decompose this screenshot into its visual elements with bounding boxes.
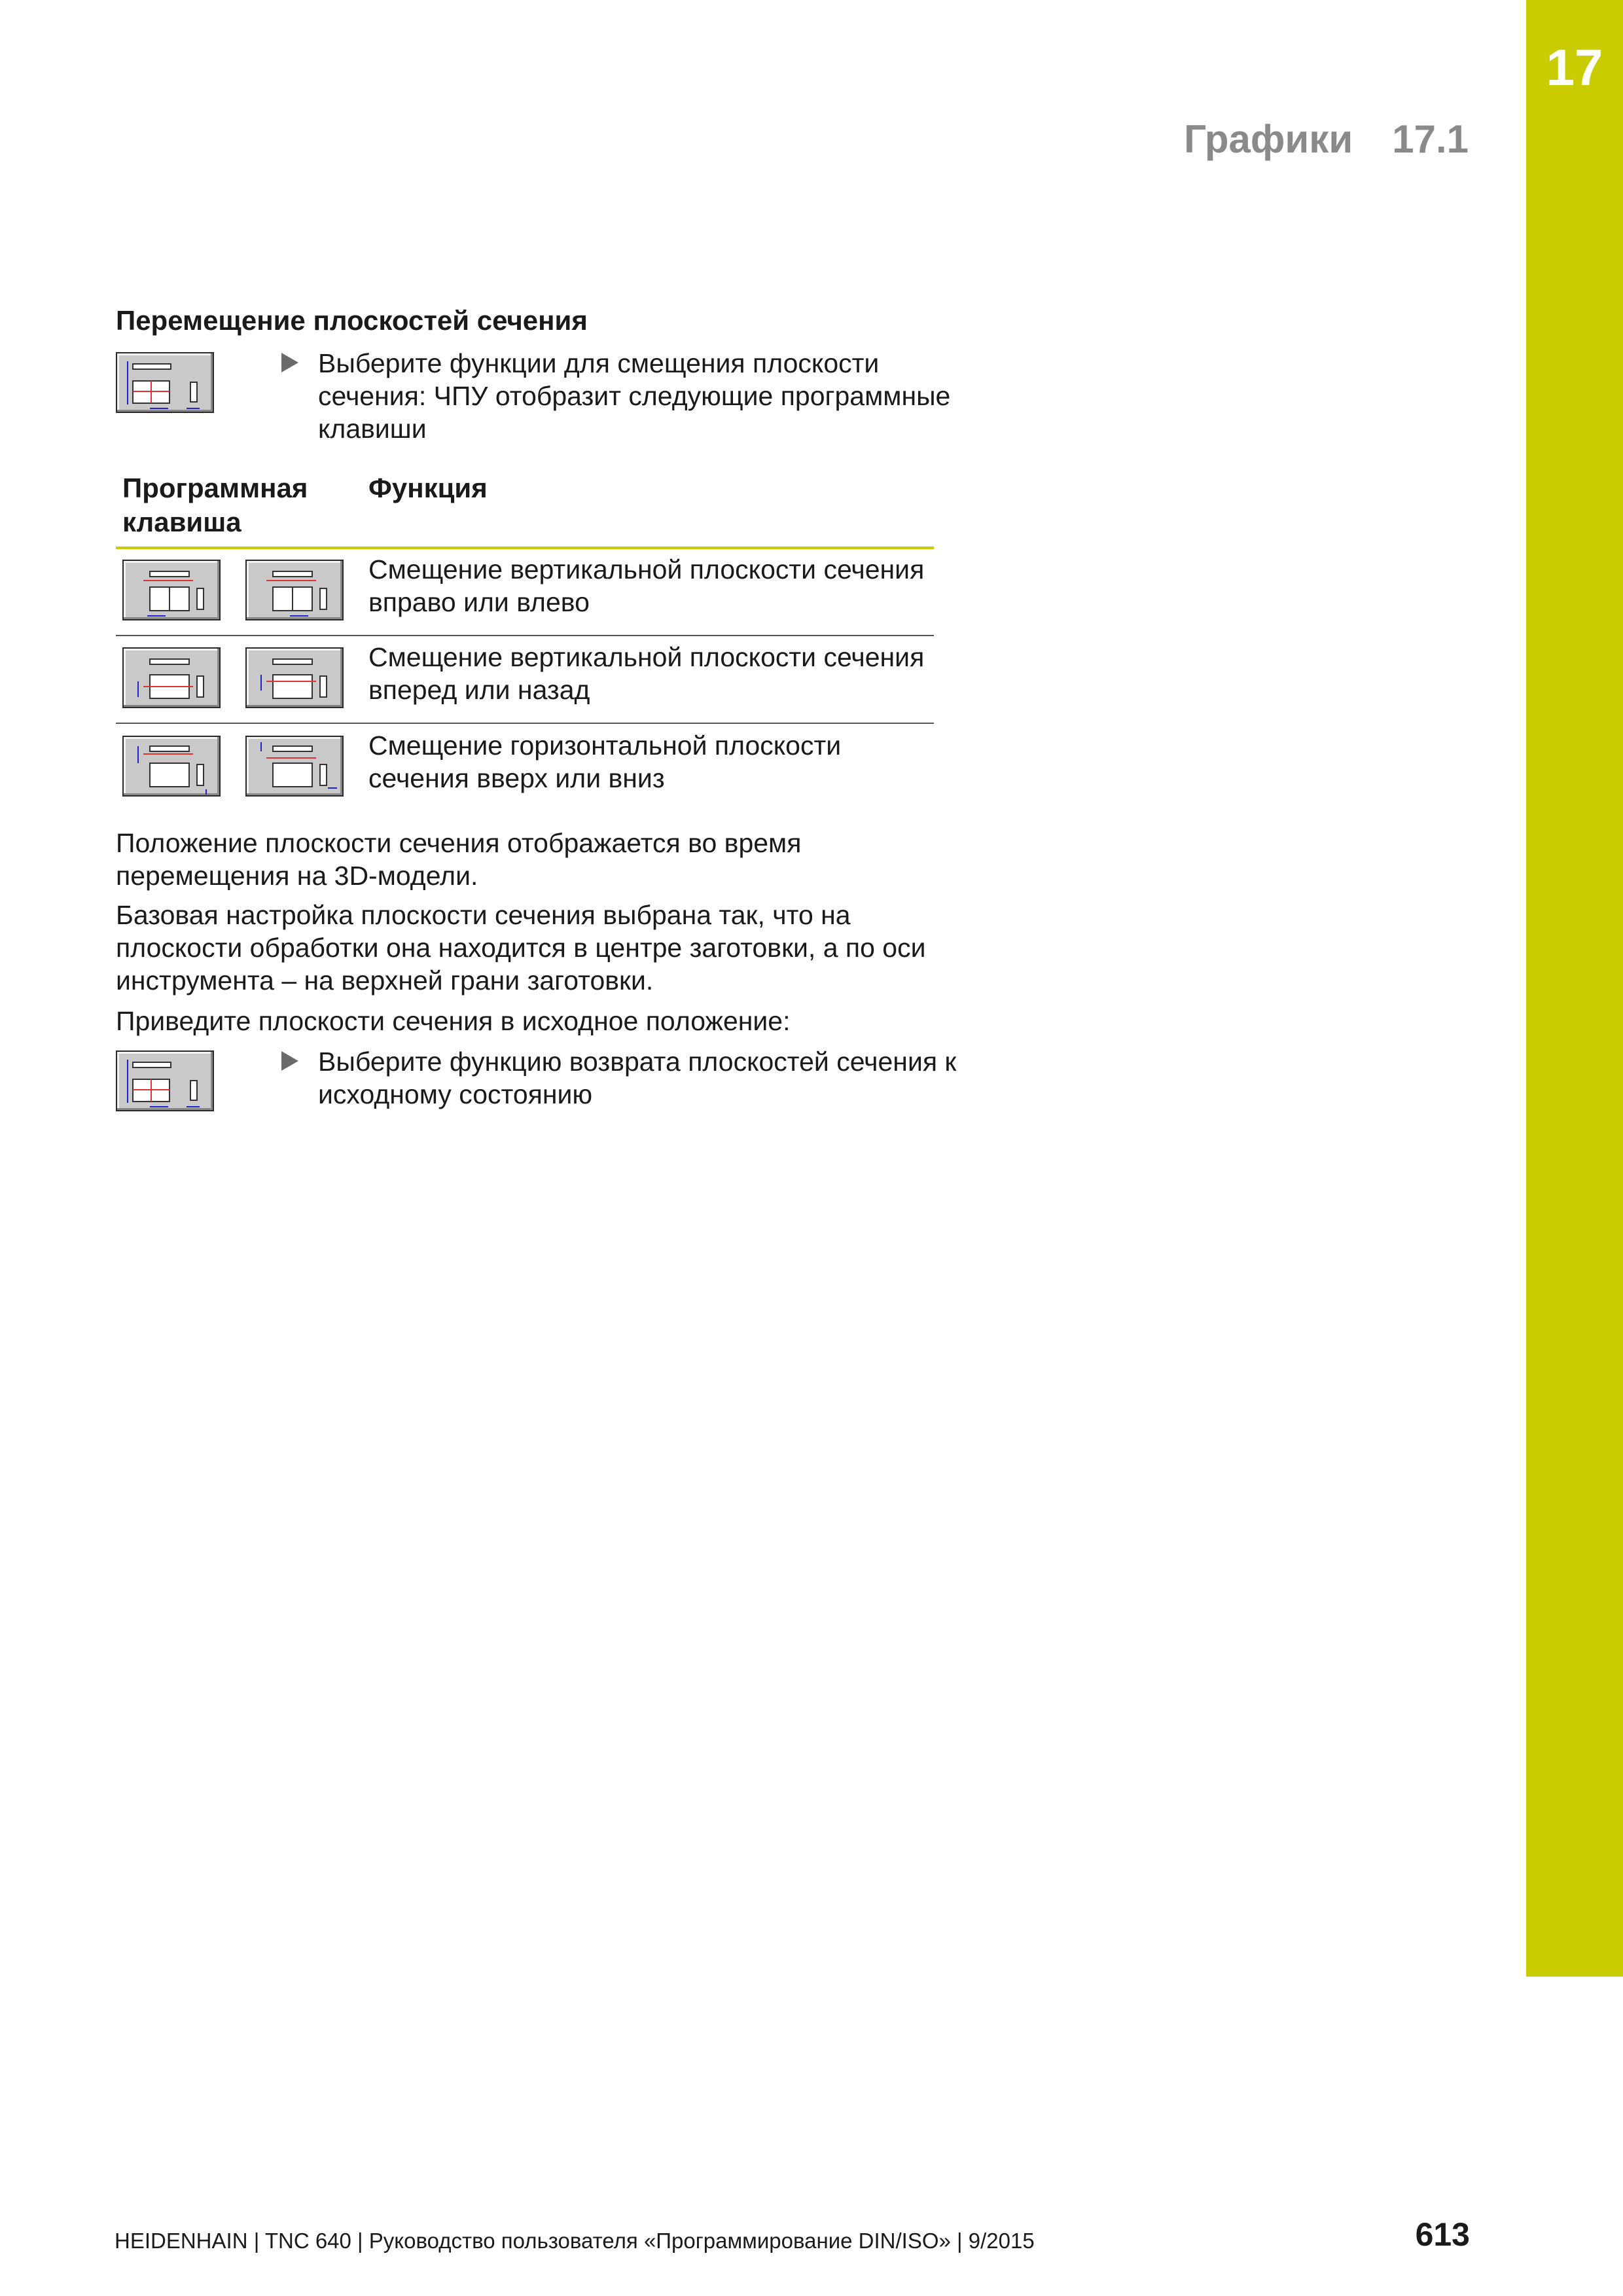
shift-left-softkey-icon[interactable]	[122, 560, 221, 620]
table-row-divider	[116, 723, 934, 724]
table-header-softkey: Программная клавиша	[122, 473, 308, 537]
chapter-title: Графики	[1184, 117, 1353, 161]
table-cell-function: Смещение горизонтальной плоскости сечения вверх или вниз	[368, 730, 842, 793]
running-header	[1184, 117, 1469, 162]
shift-right-softkey-icon[interactable]	[245, 560, 344, 620]
instruction-step	[281, 347, 959, 445]
step-arrow-icon	[281, 353, 298, 372]
table-row-divider	[116, 635, 934, 636]
table-header-function: Функция	[368, 473, 488, 503]
table-cell-function: Смещение вертикальной плоскости сечения вперед или назад	[368, 642, 925, 705]
body-paragraph: Приведите плоскости сечения в исходное положение:	[116, 1006, 791, 1036]
cut-planes-menu-softkey-icon[interactable]	[116, 352, 214, 413]
body-paragraph: Базовая настройка плоскости сечения выбрана так, что на плоскости обработки она находится в центре заготовки, а по оси инструмента – на верхней грани заготовки.	[116, 900, 926, 996]
step-text: Выберите функции для смещения плоскости сечения: ЧПУ отобразит следующие программные клавиши	[318, 348, 951, 444]
shift-forward-softkey-icon[interactable]	[122, 647, 221, 708]
table-cell-function: Смещение вертикальной плоскости сечения вправо или влево	[368, 554, 925, 617]
chapter-side-tab	[1526, 0, 1623, 1977]
chapter-number: 17	[1546, 39, 1603, 96]
table-header-rule	[116, 547, 934, 549]
section-number: 17.1	[1392, 117, 1469, 161]
step-arrow-icon	[281, 1051, 298, 1071]
page-footer: HEIDENHAIN | TNC 640 | Руководство пользователя «Программирование DIN/ISO» | 9/2015	[115, 2229, 1035, 2253]
page-number: 613	[1415, 2216, 1470, 2253]
shift-down-softkey-icon[interactable]	[245, 736, 344, 797]
instruction-step	[281, 1045, 959, 1111]
shift-up-softkey-icon[interactable]	[122, 736, 221, 797]
section-heading: Перемещение плоскостей сечения	[116, 305, 588, 336]
body-paragraph: Положение плоскости сечения отображается во время перемещения на 3D-модели.	[116, 828, 802, 891]
step-text: Выберите функцию возврата плоскостей сечения к исходному состоянию	[318, 1047, 957, 1109]
reset-cut-planes-softkey-icon[interactable]	[116, 1050, 214, 1111]
shift-back-softkey-icon[interactable]	[245, 647, 344, 708]
